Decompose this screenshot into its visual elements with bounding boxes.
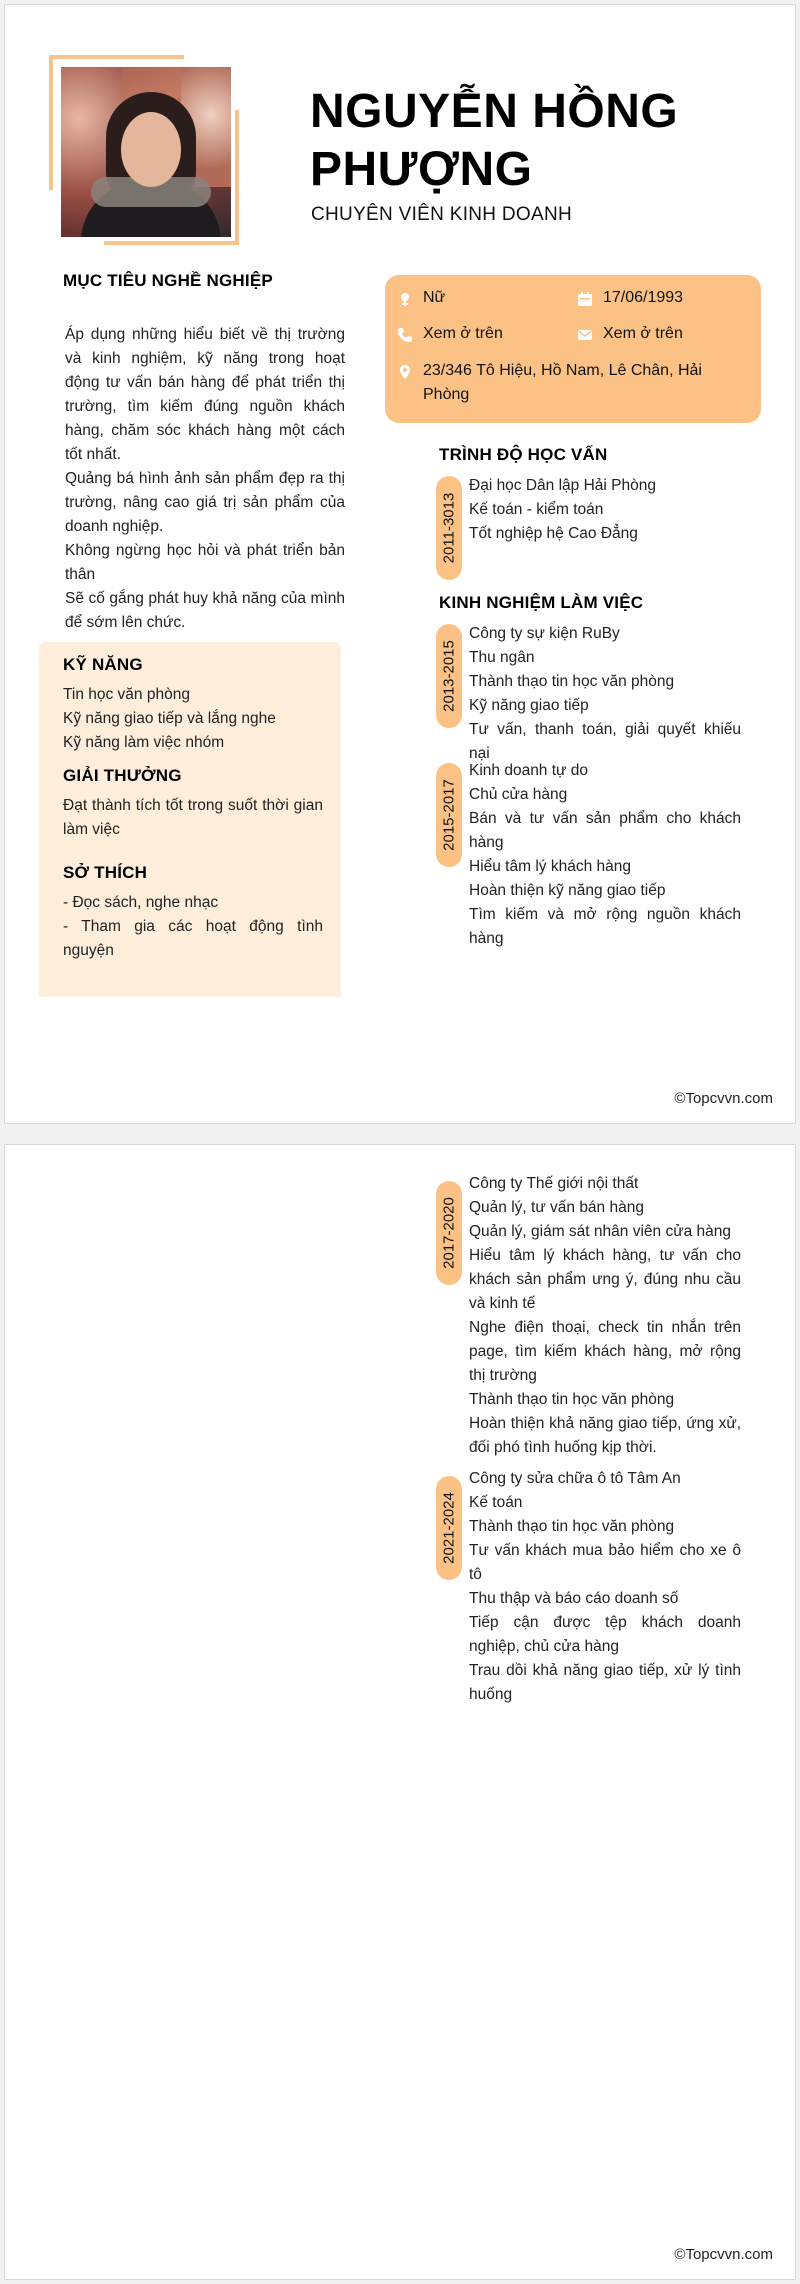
email-icon bbox=[577, 327, 593, 343]
skill-item: Kỹ năng giao tiếp và lắng nghe bbox=[63, 710, 276, 727]
gender-value: Nữ bbox=[423, 289, 446, 306]
phone-icon bbox=[397, 327, 413, 343]
experience-line: Chủ cửa hàng bbox=[469, 786, 568, 803]
objective-paragraph: Không ngừng học hỏi và phát triển bản thân bbox=[65, 542, 345, 583]
experience-period-badge bbox=[436, 1476, 462, 1580]
experience-line: Thành thạo tin học văn phòng bbox=[469, 1518, 675, 1535]
experience-line: Kỹ năng giao tiếp bbox=[469, 697, 589, 714]
email-value: Xem ở trên bbox=[603, 325, 683, 342]
calendar-icon bbox=[577, 291, 593, 307]
experience-line: Công ty sửa chữa ô tô Tâm An bbox=[469, 1470, 681, 1487]
address-value: 23/346 Tô Hiệu, Hồ Nam, Lê Chân, Hải Phòng bbox=[423, 362, 702, 403]
hobby-item: - Tham gia các hoạt động tình nguyện bbox=[63, 918, 323, 959]
contact-address bbox=[397, 362, 727, 407]
experience-period-badge bbox=[436, 1181, 462, 1285]
education-line: Kế toán - kiểm toán bbox=[469, 501, 604, 518]
education-period: 2011-3013 bbox=[440, 492, 458, 564]
experience-line: Bán và tư vấn sản phẩm cho khách hàng bbox=[469, 810, 741, 851]
objective-title: MỤC TIÊU NGHỀ NGHIỆP bbox=[63, 271, 273, 290]
contact-email bbox=[577, 325, 683, 346]
name-line-2: PHƯỢNG bbox=[310, 143, 533, 196]
experience-line: Hoàn thiện khả năng giao tiếp, ứng xử, đối phó tình huống kịp thời. bbox=[469, 1415, 741, 1456]
cv-page-2 bbox=[4, 1144, 796, 2280]
gender-icon bbox=[397, 291, 413, 307]
objective-paragraph: Sẽ cố gắng phát huy khả năng của mình để sớm lên chức. bbox=[65, 590, 345, 631]
objective-text bbox=[65, 323, 345, 635]
contact-phone bbox=[397, 325, 503, 346]
side-panel bbox=[39, 642, 341, 997]
hobby-item: - Đọc sách, nghe nhạc bbox=[63, 894, 219, 911]
experience-entry bbox=[469, 1172, 741, 1460]
hobbies-title: SỞ THÍCH bbox=[63, 863, 148, 882]
job-title: CHUYÊN VIÊN KINH DOANH bbox=[311, 204, 573, 225]
education-title: TRÌNH ĐỘ HỌC VẤN bbox=[439, 445, 608, 464]
contact-gender bbox=[397, 289, 445, 310]
experience-line: Quản lý, giám sát nhân viên cửa hàng bbox=[469, 1223, 731, 1240]
experience-line: Công ty sự kiện RuBy bbox=[469, 625, 620, 642]
awards-section bbox=[63, 766, 323, 842]
experience-line: Thu ngân bbox=[469, 649, 535, 666]
phone-value: Xem ở trên bbox=[423, 325, 503, 342]
education-line: Tốt nghiệp hệ Cao Đẳng bbox=[469, 525, 638, 542]
contact-birthday bbox=[577, 289, 683, 310]
profile-photo-frame bbox=[49, 55, 239, 245]
experience-entry bbox=[469, 759, 741, 951]
cv-page-1 bbox=[4, 4, 796, 1124]
experience-period-badge bbox=[436, 624, 462, 728]
profile-photo bbox=[61, 67, 231, 237]
experience-title: KINH NGHIỆM LÀM VIỆC bbox=[439, 593, 644, 612]
experience-line: Kinh doanh tự do bbox=[469, 762, 588, 779]
experience-period: 2021-2024 bbox=[440, 1492, 458, 1564]
skills-section bbox=[63, 655, 323, 755]
experience-line: Thu thập và báo cáo doanh số bbox=[469, 1590, 679, 1607]
candidate-name bbox=[310, 83, 770, 199]
education-line: Đại học Dân lập Hải Phòng bbox=[469, 477, 656, 494]
watermark: ©Topcvvn.com bbox=[674, 1090, 773, 1107]
experience-period: 2013-2015 bbox=[440, 640, 458, 712]
experience-period: 2017-2020 bbox=[440, 1197, 458, 1269]
experience-line: Kế toán bbox=[469, 1494, 523, 1511]
experience-line: Thành thạo tin học văn phòng bbox=[469, 673, 675, 690]
experience-line: Thành thạo tin học văn phòng bbox=[469, 1391, 675, 1408]
experience-period: 2015-2017 bbox=[440, 779, 458, 851]
experience-line: Trau dồi khả năng giao tiếp, xử lý tình huống bbox=[469, 1662, 741, 1703]
experience-line: Tìm kiếm và mở rộng nguồn khách hàng bbox=[469, 906, 741, 947]
education-entry bbox=[469, 474, 741, 546]
experience-line: Quản lý, tư vấn bán hàng bbox=[469, 1199, 644, 1216]
award-item: Đạt thành tích tốt trong suốt thời gian làm việc bbox=[63, 797, 323, 838]
contact-box bbox=[385, 275, 761, 423]
birthday-value: 17/06/1993 bbox=[603, 289, 684, 306]
experience-line: Tiếp cận được tệp khách doanh nghiệp, chủ cửa hàng bbox=[469, 1614, 741, 1655]
education-period-badge bbox=[436, 476, 462, 580]
awards-title: GIẢI THƯỞNG bbox=[63, 766, 182, 785]
experience-line: Tư vấn, thanh toán, giải quyết khiếu nại bbox=[469, 721, 741, 762]
experience-line: Nghe điện thoại, check tin nhắn trên page, tìm kiếm khách hàng, mở rộng thị trường bbox=[469, 1319, 741, 1384]
hobbies-section bbox=[63, 863, 323, 963]
experience-line: Hoàn thiện kỹ năng giao tiếp bbox=[469, 882, 666, 899]
experience-line: Hiểu tâm lý khách hàng bbox=[469, 858, 631, 875]
skill-item: Kỹ năng làm việc nhóm bbox=[63, 734, 225, 751]
experience-line: Công ty Thế giới nội thất bbox=[469, 1175, 639, 1192]
experience-period-badge bbox=[436, 763, 462, 867]
objective-paragraph: Quảng bá hình ảnh sản phẩm đẹp ra thị trường, nâng cao giá trị sản phẩm của doanh nghiệp. bbox=[65, 470, 345, 535]
skill-item: Tin học văn phòng bbox=[63, 686, 190, 703]
experience-entry bbox=[469, 1467, 741, 1707]
skills-title: KỸ NĂNG bbox=[63, 655, 143, 674]
experience-line: Tư vấn khách mua bảo hiểm cho xe ô tô bbox=[469, 1542, 741, 1583]
watermark: ©Topcvvn.com bbox=[674, 2246, 773, 2263]
objective-paragraph: Áp dụng những hiểu biết về thị trường và kinh nghiệm, kỹ năng trong hoạt động tư vấn bán hàng để phát triển thị trường, tìm kiếm đúng nguồn khách hàng, chăm sóc khách hàng một cách tốt nhất. bbox=[65, 326, 345, 463]
name-line-1: NGUYỄN HỒNG bbox=[310, 85, 679, 138]
experience-entry bbox=[469, 622, 741, 766]
experience-line: Hiểu tâm lý khách hàng, tư vấn cho khách sản phẩm ưng ý, đúng nhu cầu và kinh tế bbox=[469, 1247, 741, 1312]
location-icon bbox=[397, 364, 413, 380]
